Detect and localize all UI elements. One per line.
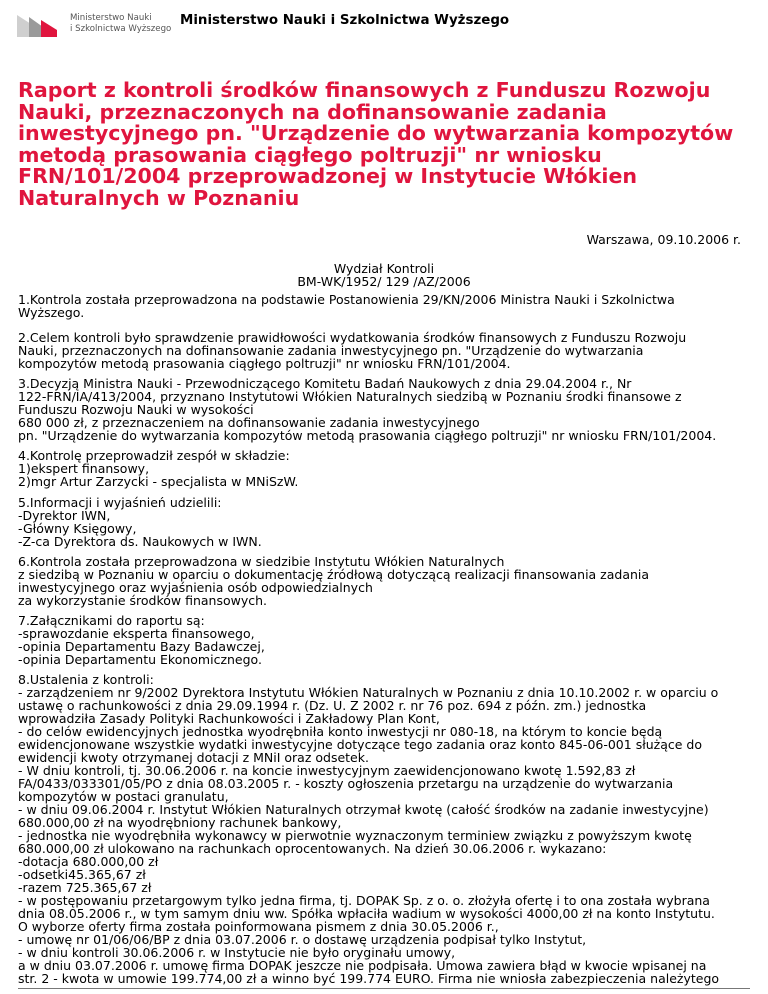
section-5 — [18, 496, 753, 548]
ministry-logo — [17, 12, 172, 40]
section-line: kompozytów metodą prasowania ciągłego poltruzji" nr wniosku FRN/101/2004. — [18, 356, 511, 371]
section-line: Funduszu Rozwoju Nauki w wysokości — [18, 402, 254, 417]
section-line: 680 000 zł, z przeznaczeniem na dofinansowanie zadania inwestycyjnego — [18, 415, 480, 430]
section-line: 1.Kontrola została przeprowadzona na podstawie Postanowienia 29/KN/2006 Ministra Nauki i Szkolnictwa — [18, 292, 675, 307]
section-1 — [18, 293, 753, 319]
section-line: ewidencji kwoty otrzymanej dotacji z MNiI oraz odsetek. — [18, 750, 369, 765]
section-line: -Z-ca Dyrektora ds. Naukowych w IWN. — [18, 534, 262, 549]
section-line: - W dniu kontroli, tj. 30.06.2006 r. na koncie inwestycyjnym zaewidencjonowano kwotę 1.592,83 zł — [18, 763, 636, 778]
section-line: 680.000,00 zł na wyodrębniony rachunek bankowy, — [18, 815, 342, 830]
report-title — [18, 80, 753, 209]
section-line: Nauki, przeznaczonych na dofinansowanie zadania inwestycyjnego pn. "Urządzenie do wytwarzania — [18, 343, 644, 358]
section-line: - zarządzeniem nr 9/2002 Dyrektora Instytutu Włókien Naturalnych w Poznaniu z dnia 10.10.2002 r. w oparciu o — [18, 685, 719, 700]
section-line: kompozytów w postaci granulatu, — [18, 789, 229, 804]
section-line: -razem 725.365,67 zł — [18, 880, 152, 895]
section-line: -odsetki45.365,67 zł — [18, 867, 146, 882]
logo-line-1: Ministerstwo Nauki — [70, 13, 152, 23]
section-line: -dotacja 680.000,00 zł — [18, 854, 159, 869]
section-line: dnia 08.05.2006 r., w tym samym dniu ww. Spółka wpłaciła wadium w wysokości 4000,00 zł na konto Instytutu. — [18, 906, 715, 921]
department-block — [0, 262, 768, 288]
logo-line-2: i Szkolnictwa Wyższego — [70, 24, 172, 34]
section-line: 122-FRN/IA/413/2004, przyznano Instytutowi Włókien Naturalnych siedzibą w Poznaniu środki finansowe z — [18, 389, 682, 404]
document-date: Warszawa, 09.10.2006 r. — [586, 232, 741, 247]
section-line: a w dniu 03.07.2006 r. umowę firma DOPAK jeszcze nie podpisała. Umowa zawiera błąd w kwocie wpisanej na — [18, 958, 707, 973]
section-line: - do celów ewidencyjnych jednostka wyodrębniła konto inwestycji nr 080-18, na którym to koncie będą — [18, 724, 663, 739]
logo-text — [70, 13, 171, 35]
title-line: Raport z kontroli środków finansowych z Funduszu Rozwoju — [18, 78, 711, 102]
section-line: FA/0433/033301/05/PO z dnia 08.03.2005 r. - koszty ogłoszenia przetargu na urządzenie do wytwarzania — [18, 776, 674, 791]
page-header — [0, 0, 768, 44]
section-line: 4.Kontrolę przeprowadził zespół w składzie: — [18, 448, 290, 463]
section-8 — [18, 673, 753, 985]
section-line: 7.Załącznikami do raportu są: — [18, 613, 205, 628]
section-6 — [18, 555, 753, 607]
section-line: - umowę nr 01/06/06/BP z dnia 03.07.2006 r. o dostawę urządzenia podpisał tylko Instytut, — [18, 932, 587, 947]
title-line: metodą prasowania ciągłego poltruzji" nr wniosku — [18, 142, 602, 167]
section-line: str. 2 - kwota w umowie 199.774,00 zł a winno być 199.774 EURO. Firma nie wniosła zabezpieczenia należytego — [18, 971, 720, 986]
section-line: -sprawozdanie eksperta finansowego, — [18, 626, 255, 641]
section-line: - w postępowaniu przetargowym tylko jedna firma, tj. DOPAK Sp. z o. o. złożyła ofertę i to ona została wybrana — [18, 893, 710, 908]
section-line: -Główny Księgowy, — [18, 521, 137, 536]
section-line: wprowadziła Zasady Polityki Rachunkowości i Zakładowy Plan Kont, — [18, 711, 440, 726]
section-7 — [18, 614, 753, 666]
section-line: -opinia Departamentu Ekonomicznego. — [18, 652, 262, 667]
section-line: 2)mgr Artur Zarzycki - specjalista w MNiSzW. — [18, 474, 299, 489]
section-line: pn. "Urządzenie do wytwarzania kompozytów metodą prasowania ciągłego poltruzji" nr wniosku FRN/101/2004. — [18, 428, 717, 443]
section-line: inwestycyjnego oraz wyjaśnienia osób odpowiedzialnych — [18, 580, 373, 595]
ministry-logo-mark-icon — [17, 15, 62, 37]
section-line: 1)ekspert finansowy, — [18, 461, 150, 476]
section-line: z siedzibą w Poznaniu w oparciu o dokumentację źródłową dotyczącą realizacji finansowania zadania — [18, 567, 650, 582]
reference-number: BM-WK/1952/ 129 /AZ/2006 — [297, 274, 471, 289]
department-name: Wydział Kontroli — [333, 261, 435, 276]
section-line: 2.Celem kontroli było sprawdzenie prawidłowości wydatkowania środków finansowych z Funduszu Rozwoju — [18, 330, 687, 345]
section-line: 680.000,00 zł ulokowano na rachunkach oprocentowanych. Na dzień 30.06.2006 r. wykazano: — [18, 841, 607, 856]
section-line: - w dniu kontroli 30.06.2006 r. w Instytucie nie było oryginału umowy, — [18, 945, 456, 960]
section-line: - jednostka nie wyodrębniła wykonawcy w pierwotnie wyznaczonym terminiew związku z powyższym kwotę — [18, 828, 692, 843]
section-3 — [18, 377, 753, 442]
section-line: Wyższego. — [18, 305, 85, 320]
ministry-name: Ministerstwo Nauki i Szkolnictwa Wyższego — [180, 13, 510, 28]
section-line: 8.Ustalenia z kontroli: — [18, 672, 154, 687]
section-line: -opinia Departamentu Bazy Badawczej, — [18, 639, 265, 654]
title-line: inwestycyjnego pn. "Urządzenie do wytwarzania kompozytów — [18, 121, 734, 145]
bottom-divider — [18, 988, 750, 989]
title-line: FRN/101/2004 przeprowadzonej w Instytucie Włókien — [18, 164, 638, 188]
section-line: ewidencjonowane wszystkie wydatki inwestycyjne dotyczące tego zadania oraz konto 845-06-001 służące do — [18, 737, 703, 752]
title-line: Nauki, przeznaczonych na dofinansowanie zadania — [18, 99, 607, 124]
section-4 — [18, 449, 753, 488]
title-line: Naturalnych w Poznaniu — [18, 185, 300, 210]
section-line: 6.Kontrola została przeprowadzona w siedzibie Instytutu Włókien Naturalnych — [18, 554, 505, 569]
section-line: O wyborze oferty firma została poinformowana pismem z dnia 30.05.2006 r., — [18, 919, 499, 934]
section-line: 3.Decyzją Ministra Nauki - Przewodniczącego Komitetu Badań Naukowych z dnia 29.04.2004 r., Nr — [18, 376, 632, 391]
section-line: - w dniu 09.06.2004 r. Instytut Włókien Naturalnych otrzymał kwotę (całość środków na zadanie inwestycyjne) — [18, 802, 709, 817]
section-line: -Dyrektor IWN, — [18, 508, 111, 523]
section-line: ustawę o rachunkowości z dnia 29.09.1994 r. (Dz. U. Z 2002 r. nr 76 poz. 694 z późn. zm.) jednostka — [18, 698, 647, 713]
section-line: 5.Informacji i wyjaśnień udzielili: — [18, 495, 222, 510]
section-line: za wykorzystanie środków finansowych. — [18, 593, 268, 608]
section-2 — [18, 331, 753, 370]
